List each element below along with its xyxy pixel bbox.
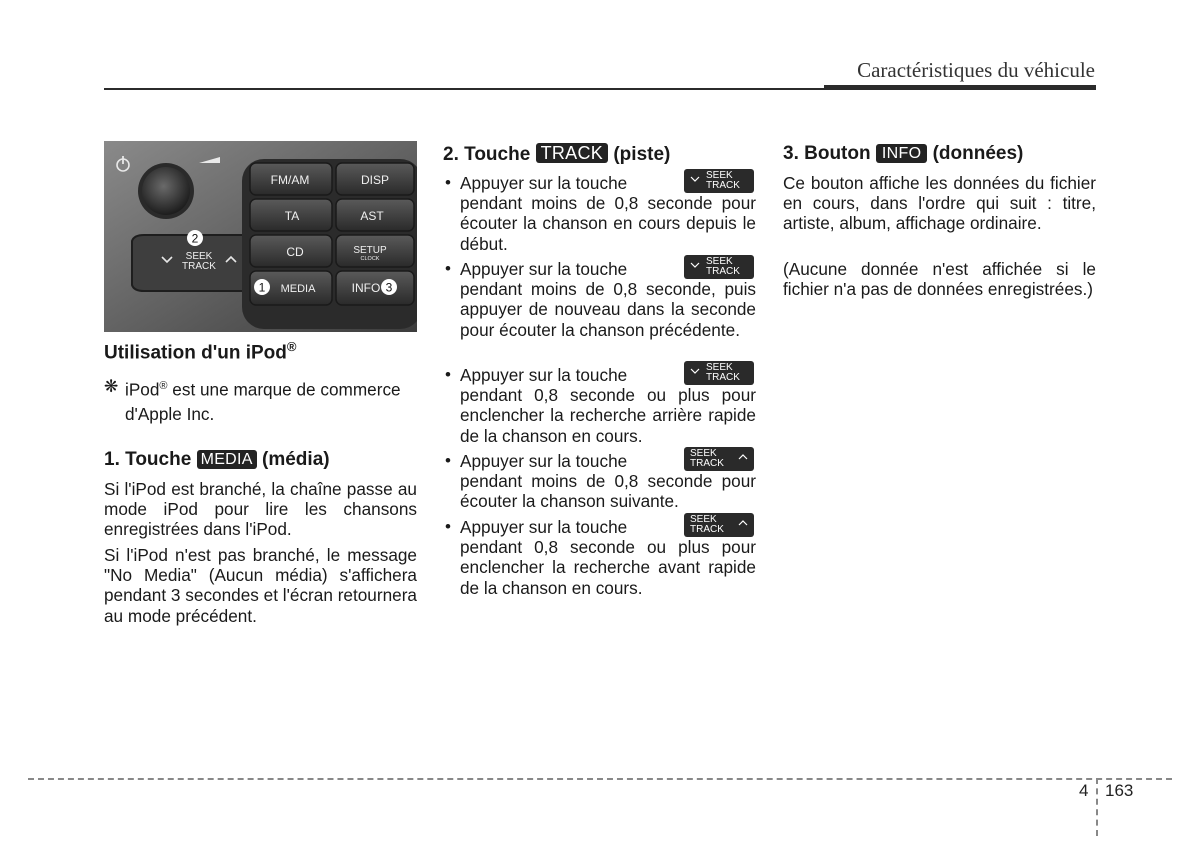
callout-2: 2 — [191, 231, 199, 246]
seek-track-down-button: SEEK TRACK — [684, 169, 754, 193]
footer-divider — [1096, 778, 1098, 836]
info-section-title: 3. Bouton INFO (données) — [783, 143, 1024, 164]
seek-button-label: SEEK — [185, 251, 213, 262]
track-section-title: 2. Touche TRACK (piste) — [443, 143, 671, 165]
header-title: Caractéristiques du véhicule — [857, 58, 1095, 82]
setup-button-label: SETUP — [353, 245, 387, 256]
media-section-title: 1. Touche MEDIA (média) — [104, 449, 330, 470]
chevron-up-icon — [738, 452, 748, 462]
media-paragraph-1: Si l'iPod est branché, la chaîne passe au mode iPod pour lire les chansons enregistrées dans l'iPod. — [104, 479, 417, 540]
track-badge: TRACK — [536, 143, 609, 163]
audio-panel-figure — [104, 141, 417, 332]
audio-panel-illustration — [104, 141, 417, 332]
ta-button-label: TA — [284, 209, 300, 223]
chevron-down-icon — [690, 174, 700, 184]
note-symbol: ❋ — [104, 376, 119, 396]
disp-button-label: DISP — [360, 173, 390, 187]
info-badge: INFO — [876, 144, 927, 163]
volume-knob — [138, 163, 194, 219]
info-paragraph-2: (Aucune donnée n'est affichée si le fichier n'a pas de données enregistrées.) — [783, 259, 1096, 300]
seek-track-down-button: SEEK TRACK — [684, 361, 754, 385]
track-button-label: TRACK — [182, 261, 216, 272]
media-badge: MEDIA — [197, 450, 257, 469]
seek-track-up-button: SEEK TRACK — [684, 447, 754, 471]
fm-am-button-label: FM/AM — [270, 173, 310, 187]
seek-track-up-button: SEEK TRACK — [684, 513, 754, 537]
cd-button-label: CD — [286, 245, 304, 259]
footer-rule — [28, 778, 1172, 780]
ipod-section-title: Utilisation d'un iPod® — [104, 339, 297, 364]
clock-button-label: CLOCK — [360, 256, 380, 262]
chevron-down-icon — [690, 366, 700, 376]
info-button-label: INFO — [351, 281, 381, 295]
media-paragraph-2: Si l'iPod n'est pas branché, le message "No Media" (Aucun média) s'affichera pendant 3 secondes et l'écran retournera au mode précédent. — [104, 545, 417, 626]
chevron-down-icon — [690, 260, 700, 270]
page-number: 163 — [1105, 781, 1134, 800]
header-rule-accent — [824, 85, 1096, 90]
chevron-up-icon — [738, 518, 748, 528]
chapter-number: 4 — [1079, 781, 1089, 800]
callout-3: 3 — [385, 280, 393, 295]
ast-button-label: AST — [360, 209, 384, 223]
seek-track-down-button: SEEK TRACK — [684, 255, 754, 279]
callout-1: 1 — [258, 280, 266, 295]
media-button-label: MEDIA — [280, 283, 316, 295]
info-paragraph-1: Ce bouton affiche les données du fichier en cours, dans l'ordre qui suit : titre, artiste, album, affichage ordinaire. — [783, 173, 1096, 234]
